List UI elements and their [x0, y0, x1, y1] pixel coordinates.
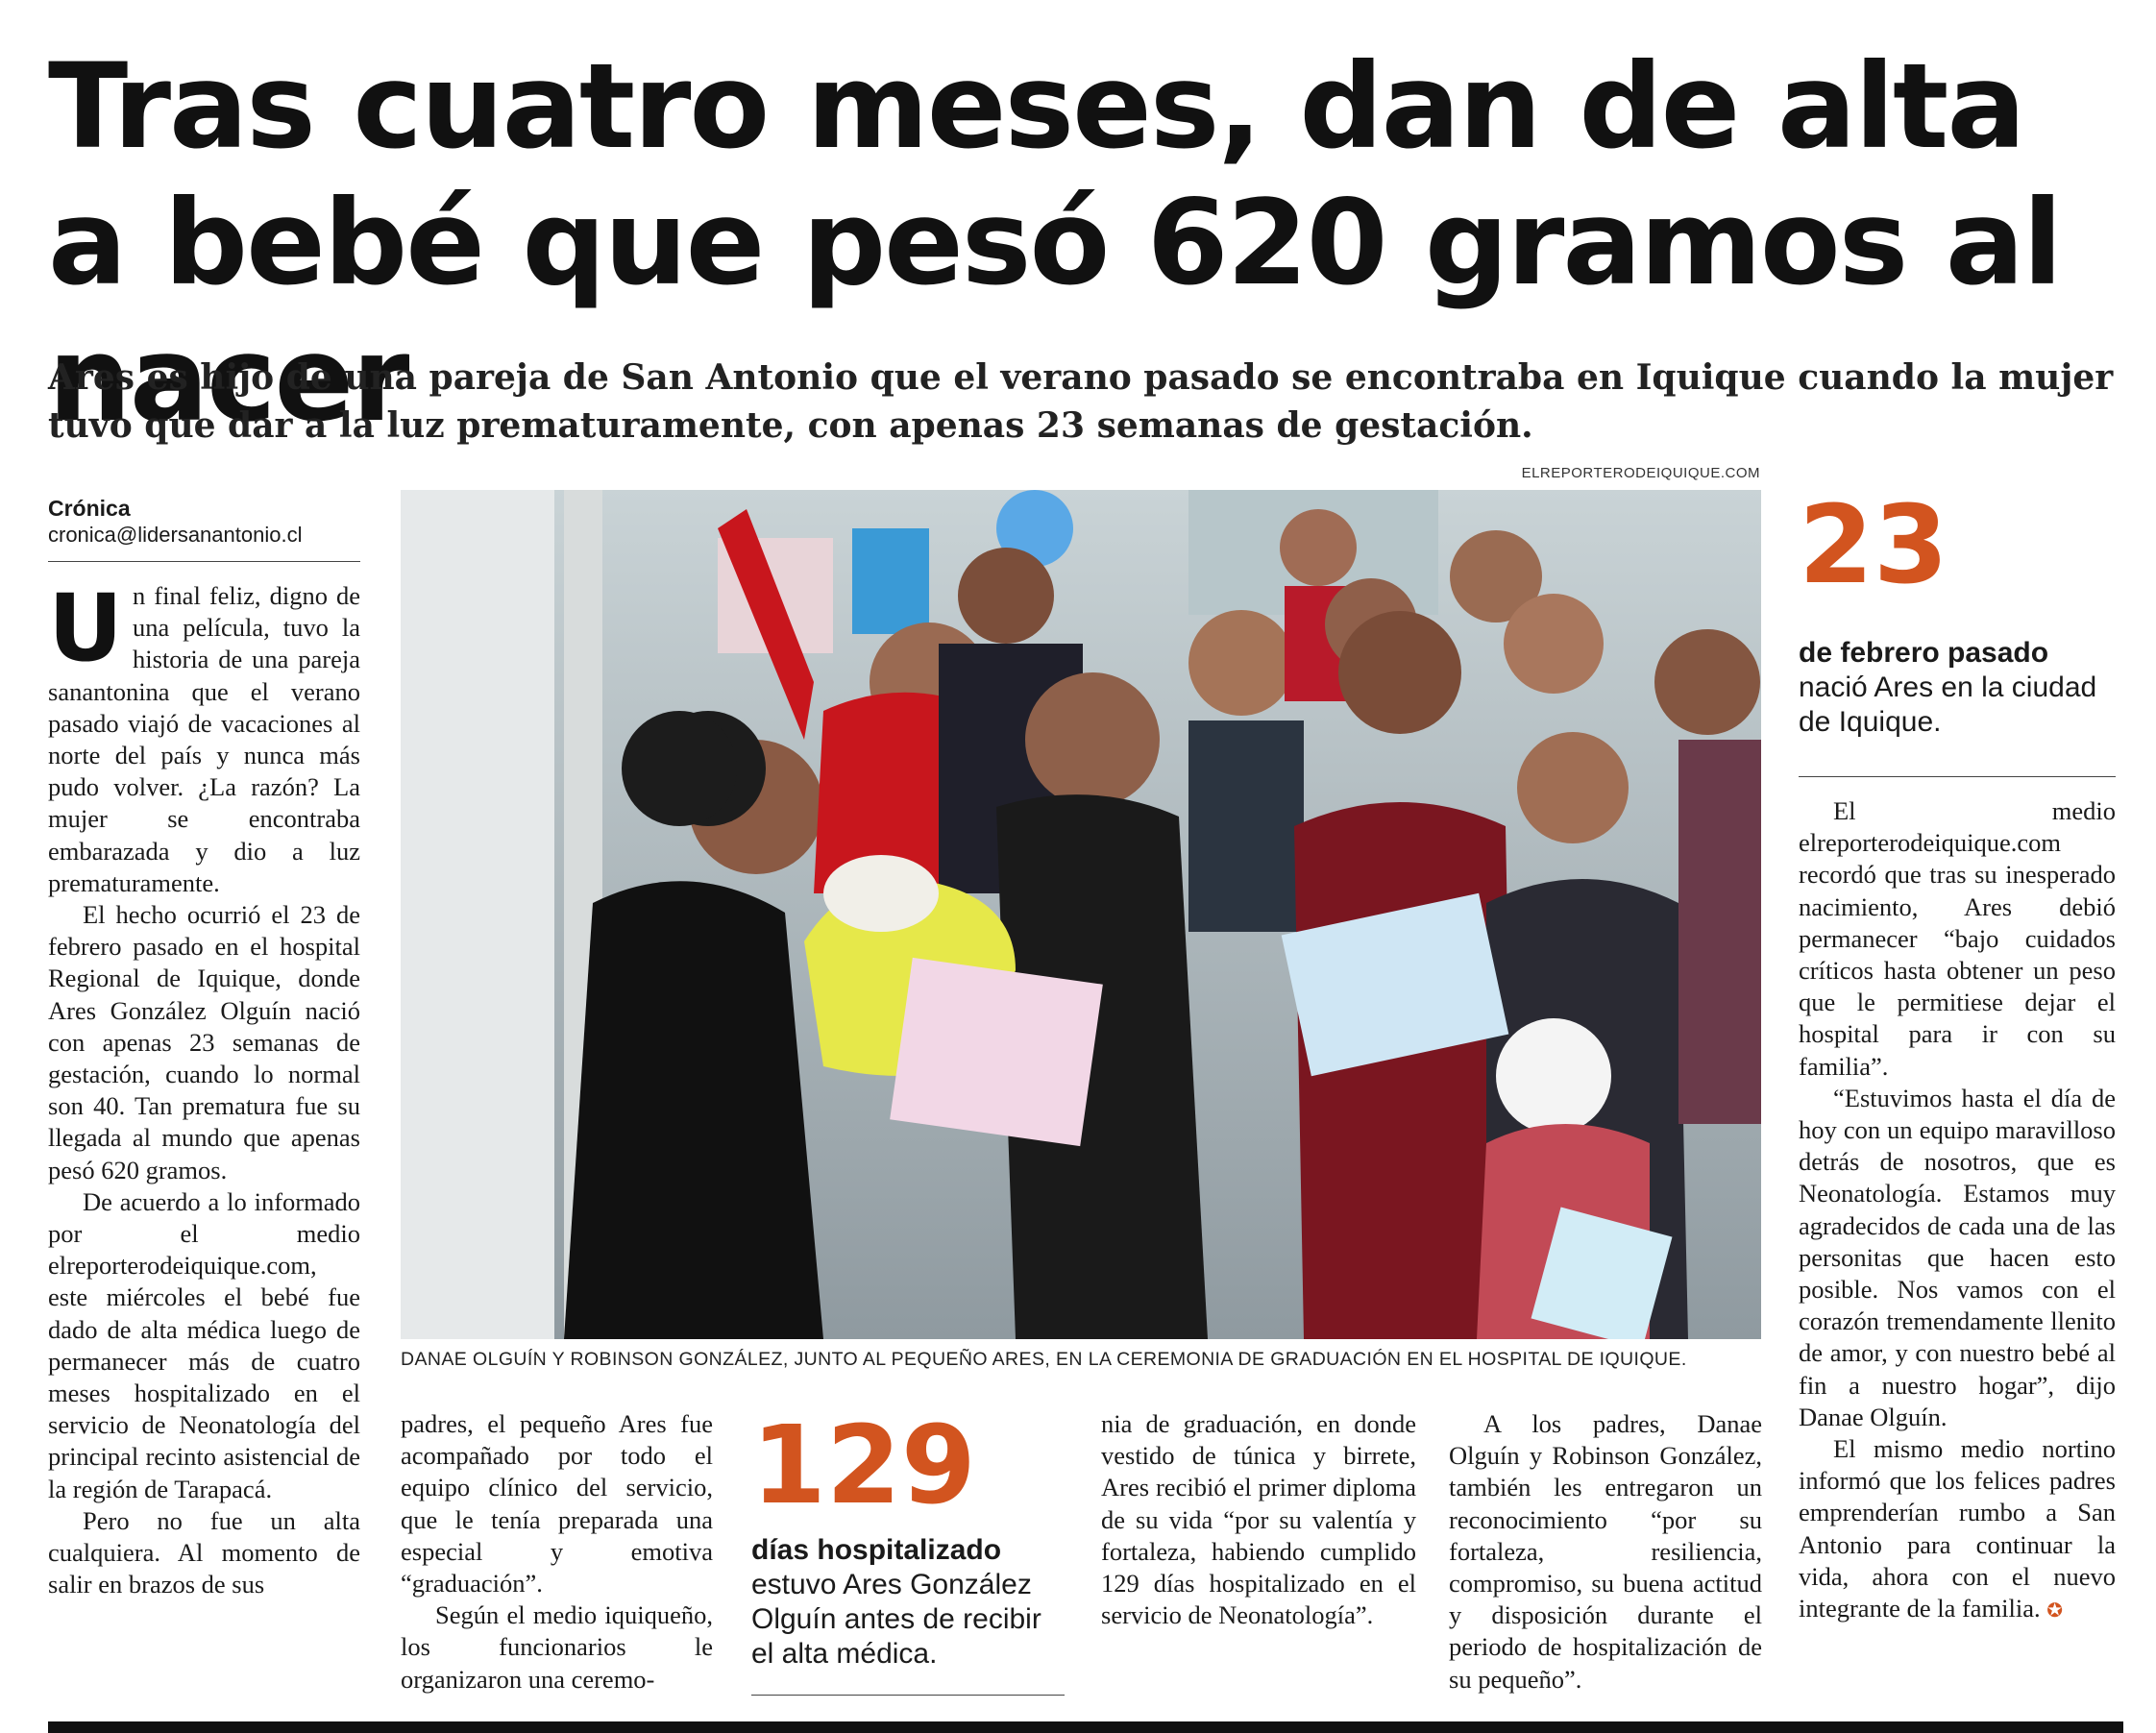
paragraph: Un final feliz, digno de una película, tuvo la historia de una pareja sanantonina que el verano pasado viajó de vacaciones al norte del país y nunca más pudo volver. ¿La razón? La mujer se encontraba embarazada y dio a luz prematuramente. — [48, 574, 360, 897]
column-6 — [1799, 795, 2116, 1627]
byline-rule — [48, 561, 360, 562]
column-5 — [1449, 1408, 1762, 1696]
stat-129-number: 129 — [751, 1403, 976, 1528]
stat-129-rule — [751, 1695, 1065, 1696]
stat-23-number: 23 — [1799, 483, 1948, 608]
column-1 — [48, 574, 360, 1601]
paragraph: El mismo medio nortino informó que los felices padres emprenderían rumbo a San Antonio para continuar la vida, ahora con el nuevo integrante de la familia. ✪ — [1799, 1434, 2116, 1623]
paragraph: A los padres, Danae Olguín y Robinson González, también les entregaron un reconocimiento “por su fortaleza, resiliencia, compromiso, su buena actitud y disposición durante el periodo de hospitalización de su pequeño”. — [1449, 1409, 1762, 1694]
deck: Ares es hijo de una pareja de San Antonio que el verano pasado se encontraba en Iquique cuando la mujer tuvo que dar a la luz prematuramente, con apenas 23 semanas de gestación. — [48, 357, 2114, 446]
paragraph: El medio elreporterodeiquique.com recordó que tras su inesperado nacimiento, Ares debió permanecer “bajo cuidados críticos hasta obtener un peso que le permitiese dejar el hospital para ir con su familia”. — [1799, 796, 2116, 1081]
group-photo — [401, 490, 1761, 1339]
paragraph: Según el medio iquiqueño, los funcionarios le organizaron una ceremo- — [401, 1600, 713, 1694]
column-4 — [1101, 1408, 1416, 1631]
byline — [48, 495, 360, 549]
stat-23-text: de febrero pasado nació Ares en la ciudad de Iquique. — [1799, 637, 2097, 738]
paragraph: “Estuvimos hasta el día de hoy con un equipo maravilloso detrás de nosotros, que es Neonatología. Estamos muy agradecidos de cada una de las personitas que hacen esto posible. Nos vamos con el corazón tremendamente llenito de amor, y con nuestro bebé al fin a nuestro hogar”, dijo Danae Olguín. — [1799, 1083, 2116, 1431]
column-2 — [401, 1408, 713, 1696]
photo-illustration — [401, 490, 1761, 1339]
headline: Tras cuatro meses, dan de alta a bebé que pesó 620 gramos al nacer — [48, 38, 2061, 448]
photo-caption: DANAE OLGUÍN Y ROBINSON GONZÁLEZ, JUNTO AL PEQUEÑO ARES, EN LA CEREMONIA DE GRADUACIÓN EN EL HOSPITAL DE IQUIQUE. — [401, 1349, 1687, 1370]
stat-23-rule — [1799, 776, 2116, 777]
stat-129-text: días hospitalizado estuvo Ares González Olguín antes de recibir el alta médica. — [751, 1534, 1041, 1670]
drop-cap: U — [48, 574, 123, 682]
paragraph: Pero no fue un alta cualquiera. Al momento de salir en brazos de sus — [48, 1505, 360, 1599]
paragraph: El hecho ocurrió el 23 de febrero pasado en el hospital Regional de Iquique, donde Ares González Olguín nació con apenas 23 semanas de gestación, cuando lo normal son 40. Tan prematura fue su llegada al mundo que apenas pesó 620 gramos. — [48, 900, 360, 1184]
end-mark-icon: ✪ — [2046, 1600, 2064, 1623]
byline-email: cronica@lidersanantonio.cl — [48, 523, 303, 547]
footer-bar — [48, 1721, 2123, 1733]
photo-credit: ELREPORTERODEIQUIQUE.COM — [1521, 465, 1760, 481]
paragraph: nia de graduación, en donde vestido de túnica y birrete, Ares recibió el primer diploma de su vida “por su valentía y fortaleza, habiendo cumplido 129 días hospitalizado en el servicio de Neonatología”. — [1101, 1409, 1416, 1630]
byline-section: Crónica — [48, 496, 131, 521]
paragraph: De acuerdo a lo informado por el medio elreporterodeiquique.com, este miércoles el bebé fue dado de alta médica luego de permanecer más de cuatro meses hospitalizado en el servicio de Neonatología del principal recinto asistencial de la región de Tarapacá. — [48, 1186, 360, 1503]
paragraph: padres, el pequeño Ares fue acompañado por todo el equipo clínico del servicio, que le tenía preparada una especial y emotiva “graduación”. — [401, 1409, 713, 1599]
